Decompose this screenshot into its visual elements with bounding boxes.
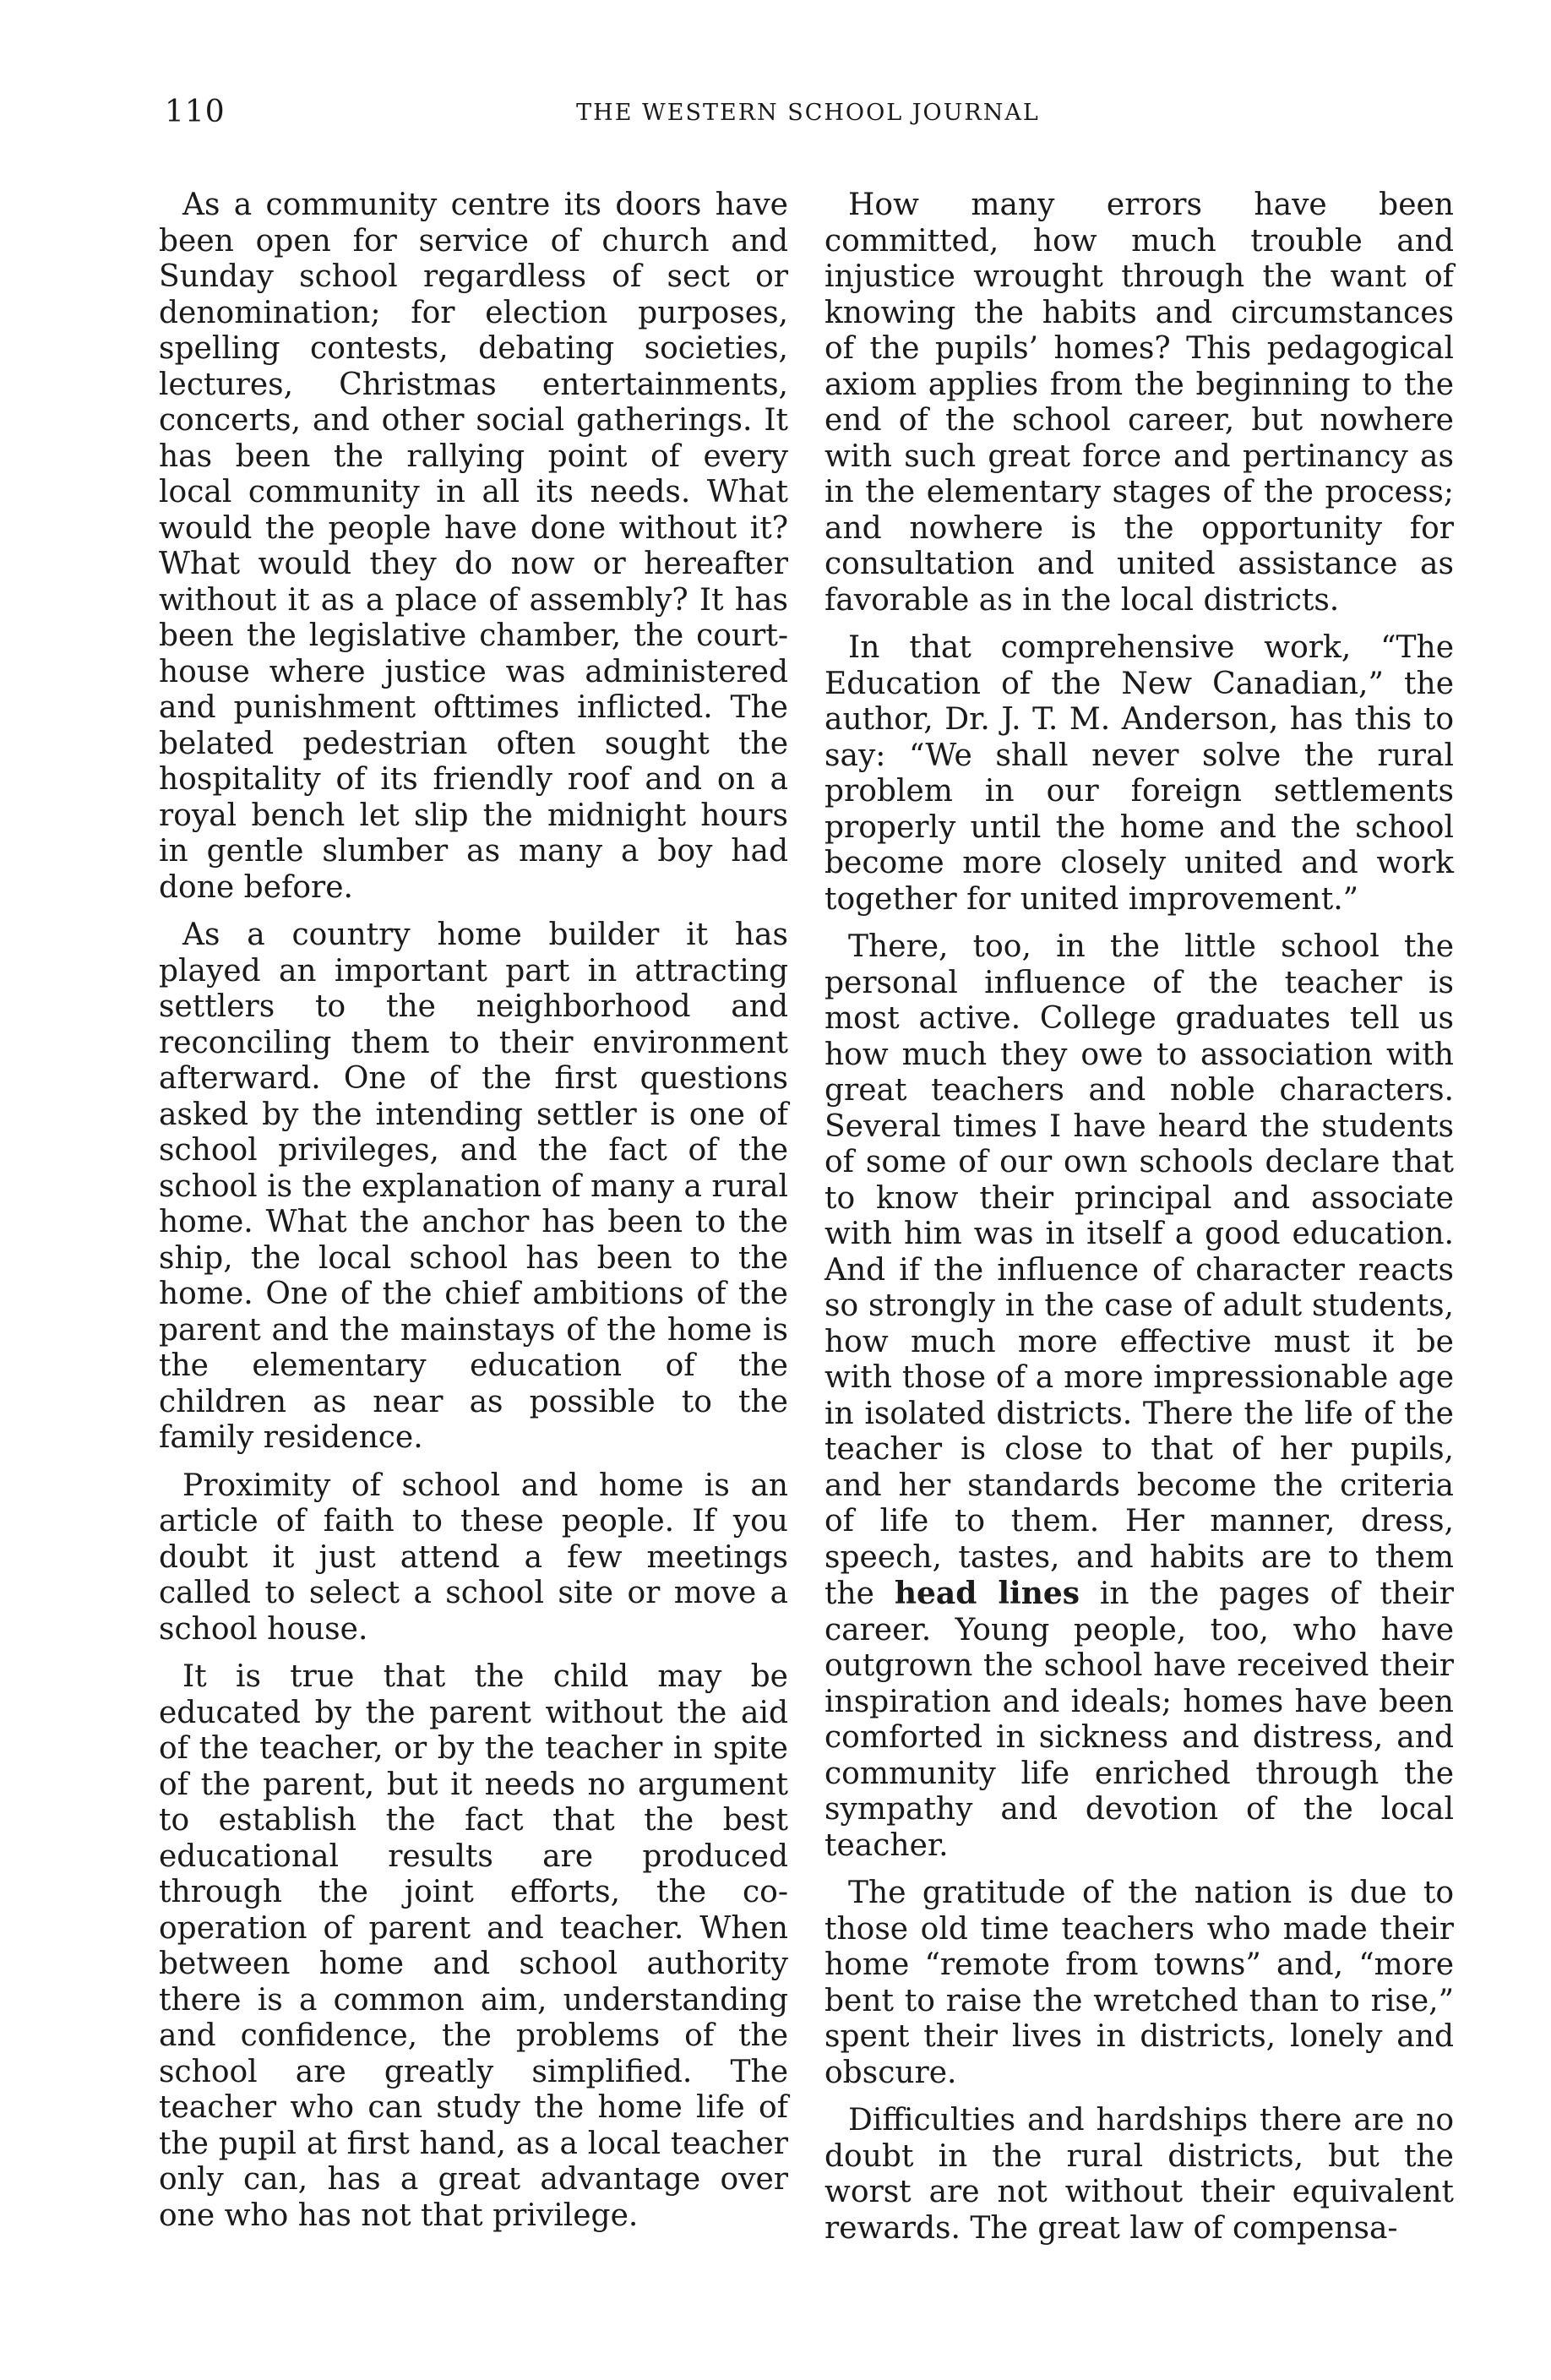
paragraph-comprehensive-work: In that comprehensive work, “The Education of the New Canadian,” the author, Dr. J. T. M. Anderson, has this to say: “We shall never solve the rural problem in our foreign settlements properly until the home and the school become more closely united and work together for united improvement.” <box>824 630 1454 917</box>
left-column <box>159 188 788 2246</box>
text-run: in the pages of their career. Young people, too, who have outgrown the school have received their inspiration and ideals; homes have been comforted in sickness and distress, and community life enriched through the sympathy and devotion of the local teacher. <box>824 1577 1455 1863</box>
paragraph-country-home-builder: As a country home builder it has played an important part in attracting settlers to the neighborhood and reconciling them to their environment afterward. One of the first questions asked by the intending settler is one of school privileges, and the fact of the school is the explanation of many a rural home. What the anchor has been to the ship, the local school has been to the home. One of the chief ambitions of the parent and the mainstays of the home is the elementary education of the children as near as possible to the family residence. <box>159 918 789 1455</box>
paragraph-gratitude: The gratitude of the nation is due to those old time teachers who made their home “remote from towns” and, “more bent to raise the wretched than to rise,” spent their lives in districts, lonely and obscure. <box>824 1876 1454 2090</box>
page-number: 110 <box>165 95 226 129</box>
right-column <box>824 188 1454 2258</box>
emphasis-head-lines: head lines <box>894 1576 1080 1611</box>
paragraph-errors: How many errors have been committed, how much trouble and injustice wrought through the want of knowing the habits and circumstances of the pupils’ homes? This pedagogical axiom applies from the beginning to the end of the school career, but nowhere with such great force and pertinancy as in the elementary stages of the process; and nowhere is the opportunity for consultation and united assistance as favorable as in the local districts. <box>824 188 1454 618</box>
paragraph-parent-teacher: It is true that the child may be educated by the parent without the aid of the teacher, or by the teacher in spite of the parent, but it needs no argument to establish the fact that the best educational results are produced through the joint efforts, the co-operation of parent and teacher. When between home and school authority there is a common aim, understanding and confidence, the problems of the school are greatly simplified. The teacher who can study the home life of the pupil at first hand, as a local teacher only can, has a great advantage over one who has not that privilege. <box>159 1659 788 2233</box>
journal-title: THE WESTERN SCHOOL JOURNAL <box>576 100 1040 126</box>
paragraph-personal-influence <box>824 929 1454 1864</box>
paragraph-community-centre: As a community centre its doors have been open for service of church and Sunday school regardless of sect or denomination; for election purposes, spelling contests, debating societies, lectures, Christmas entertainments, concerts, and other social gatherings. It has been the rallying point of every local community in all its needs. What would the people have done without it? What would they do now or hereafter without it as a place of assembly? It has been the legislative chamber, the court-house where justice was administered and punishment ofttimes inflicted. The belated pedestrian often sought the hospitality of its friendly roof and on a royal bench let slip the midnight hours in gentle slumber as many a boy had done before. <box>159 188 788 905</box>
paragraph-proximity: Proximity of school and home is an article of faith to these people. If you doubt it just attend a few meetings called to select a school site or move a school house. <box>159 1468 788 1647</box>
text-run: There, too, in the little school the personal influence of the teacher is most active. College graduates tell us how much they owe to association with great teachers and noble characters. Several times I have heard the students of some of our own schools declare that to know their principal and associate with him was in itself a good education. And if the influence of character reacts so strongly in the case of adult students, how much more effective must it be with those of a more impressionable age in isolated districts. There the life of the teacher is close to that of her pupils, and her standards become the criteria of life to them. Her manner, dress, speech, tastes, and habits are to them the <box>824 929 1454 1611</box>
paragraph-difficulties: Difficulties and hardships there are no doubt in the rural districts, but the worst are not without their equivalent rewards. The great law of compensa- <box>824 2103 1454 2246</box>
running-header <box>165 95 1451 137</box>
